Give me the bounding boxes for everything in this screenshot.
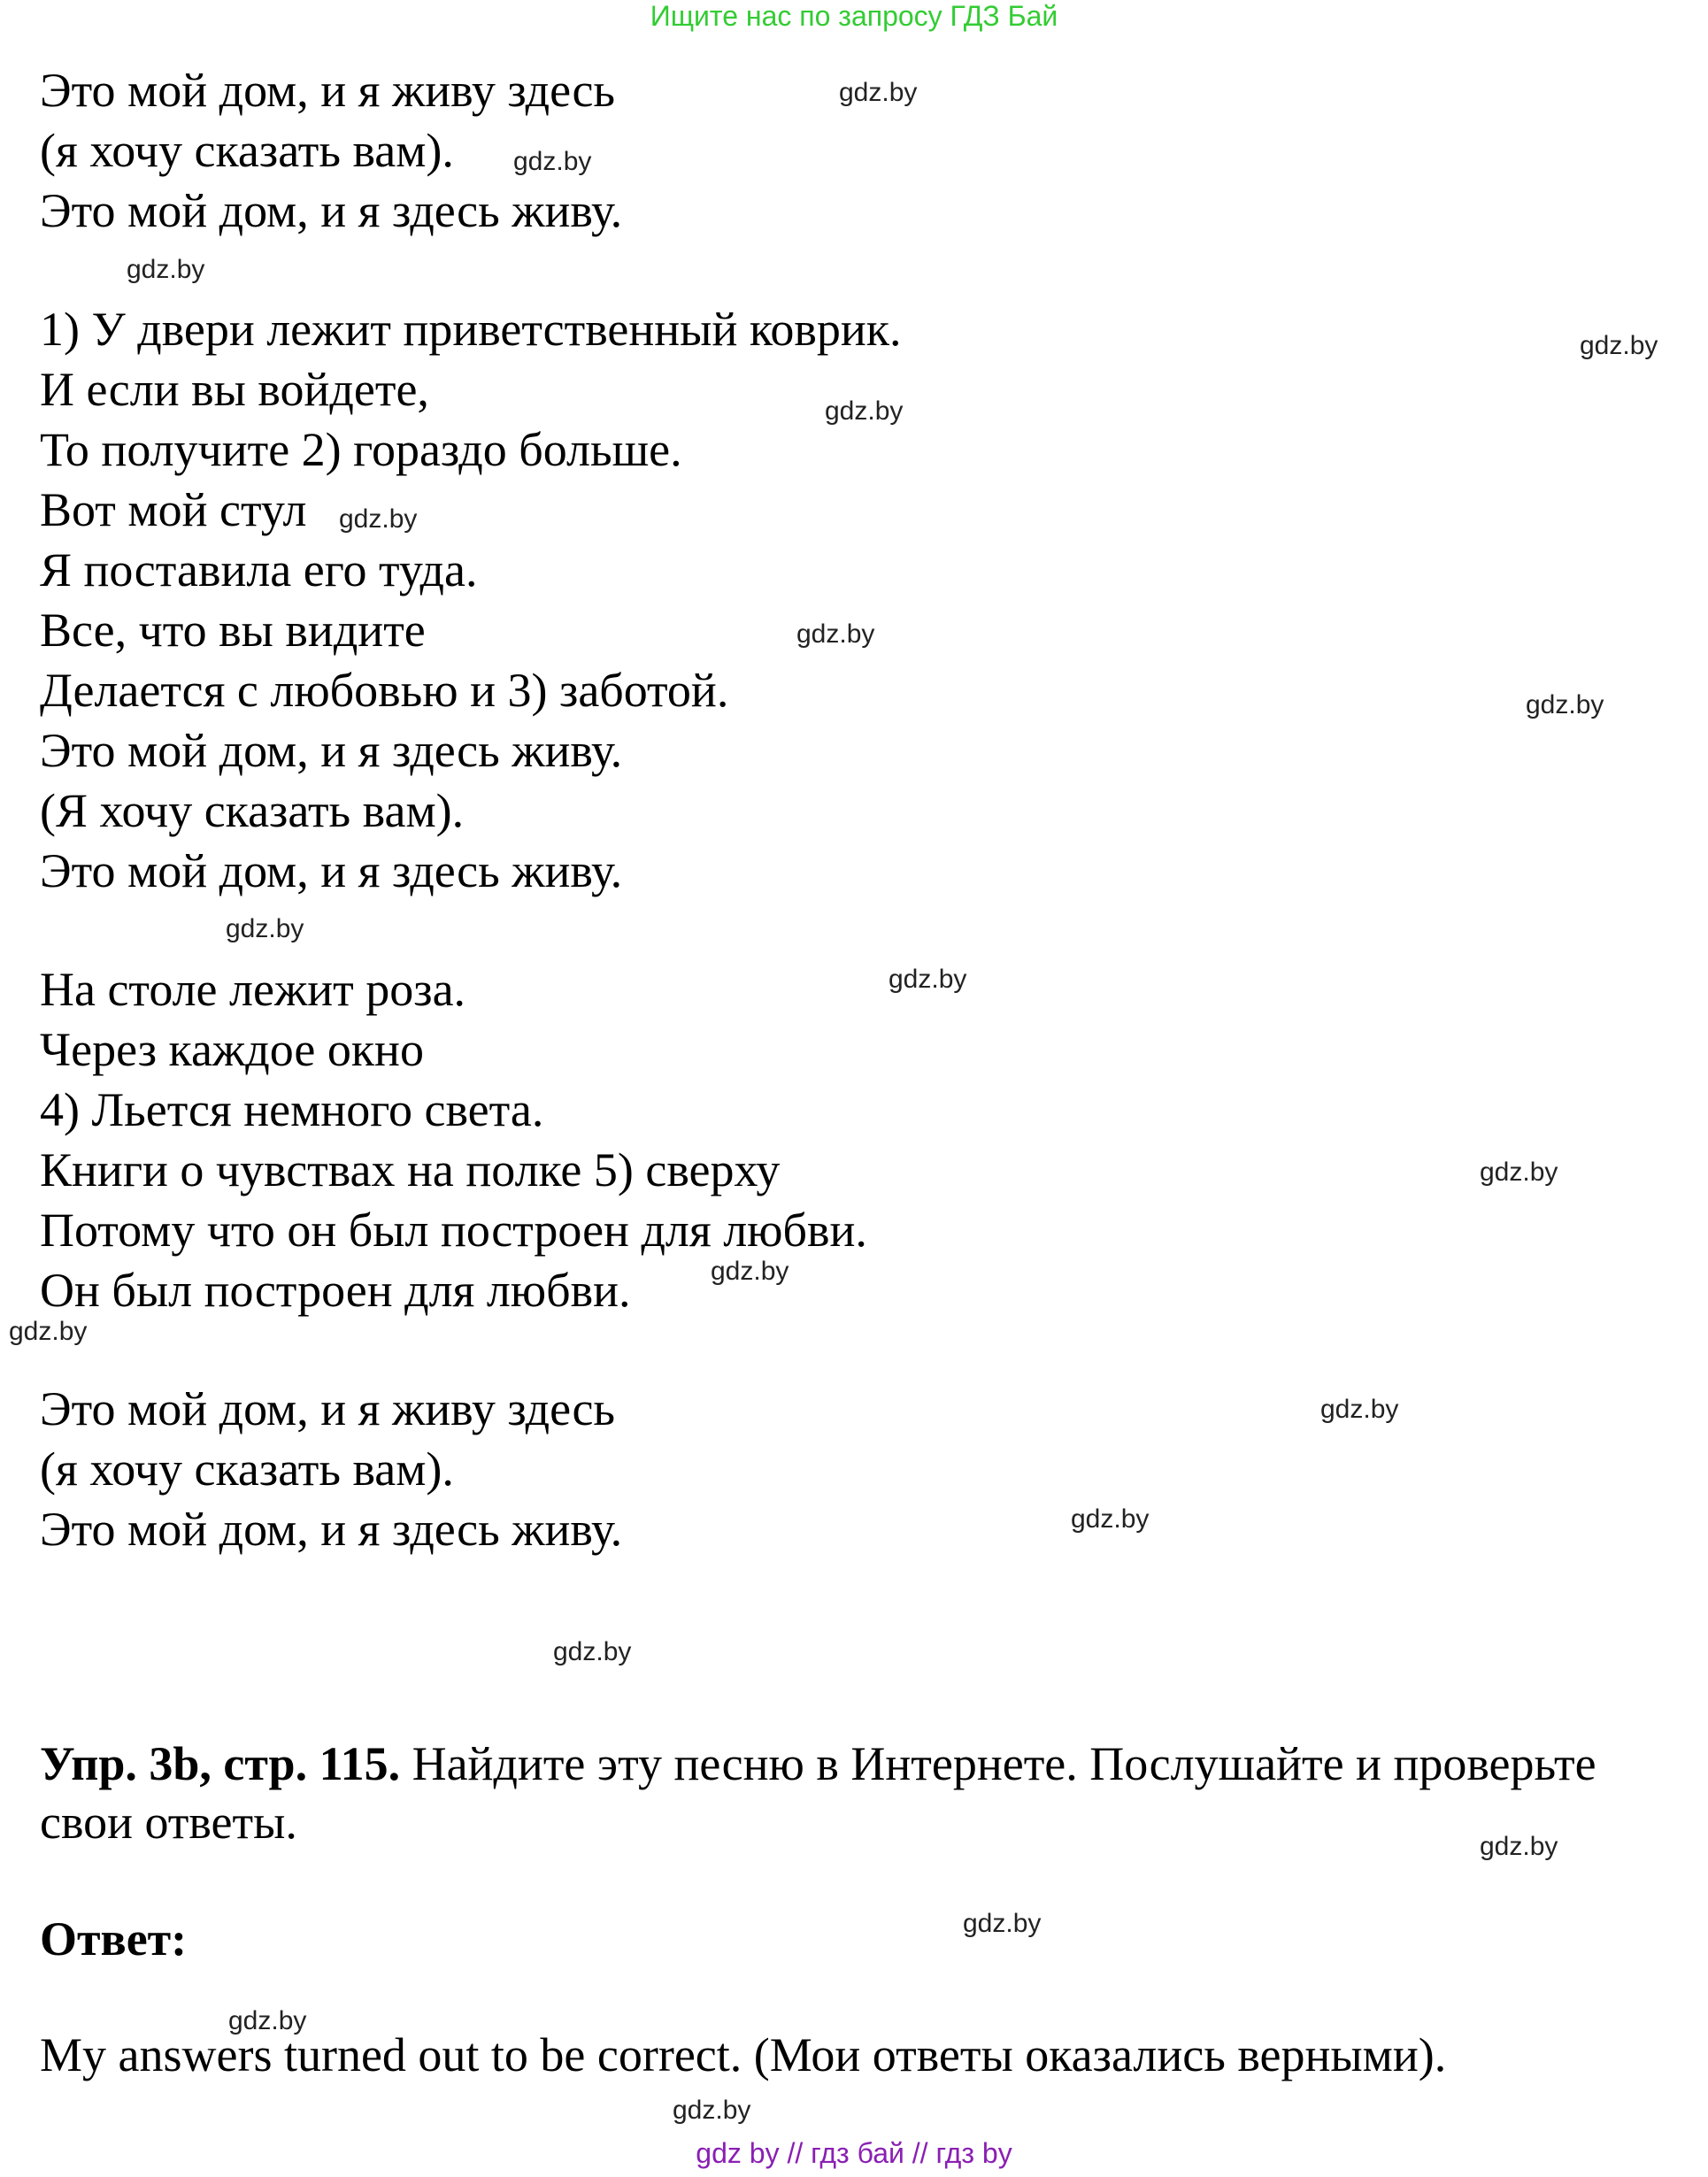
watermark: gdz.by xyxy=(1320,1395,1399,1424)
verse-line: Вот мой стул xyxy=(40,483,307,536)
watermark: gdz.by xyxy=(963,1909,1042,1938)
verse-line: То получите 2) гораздо больше. xyxy=(40,423,682,476)
watermark: gdz.by xyxy=(796,619,875,649)
watermark: gdz.by xyxy=(711,1257,789,1286)
search-banner[interactable]: Ищите нас по запросу ГДЗ Бай xyxy=(650,0,1058,32)
verse-line: (я хочу сказать вам). xyxy=(40,1442,454,1496)
verse-line: Это мой дом, и я живу здесь xyxy=(40,1382,616,1435)
verse-line: Это мой дом, и я здесь живу. xyxy=(40,1503,623,1556)
verse-line: (Я хочу сказать вам). xyxy=(40,784,465,837)
watermark: gdz.by xyxy=(1580,331,1658,360)
watermark: gdz.by xyxy=(228,2006,307,2035)
watermark: gdz.by xyxy=(553,1637,632,1666)
verse-line: На столе лежит роза. xyxy=(40,963,466,1016)
watermark: gdz.by xyxy=(226,914,304,943)
task-label: Упр. 3b, стр. 115. xyxy=(40,1737,401,1790)
watermark: gdz.by xyxy=(673,2096,751,2125)
verse-line: Делается с любовью и 3) заботой. xyxy=(40,664,729,717)
verse-line: И если вы войдете, xyxy=(40,363,429,416)
verse-line: (я хочу сказать вам). xyxy=(40,124,454,177)
verse-line: Потому что он был построен для любви. xyxy=(40,1204,867,1257)
verse-line: Я поставила его туда. xyxy=(40,543,478,596)
watermark: gdz.by xyxy=(889,965,967,994)
verse-line: Это мой дом, и я здесь живу. xyxy=(40,724,623,777)
verse-line: Это мой дом, и я живу здесь xyxy=(40,64,616,117)
watermark: gdz.by xyxy=(1071,1504,1150,1534)
watermark: gdz.by xyxy=(839,78,918,107)
answer-text: My answers turned out to be correct. (Мои ответы оказались верными). xyxy=(40,2028,1447,2081)
answer-title: Ответ: xyxy=(40,1912,188,1965)
watermark: gdz.by xyxy=(1526,690,1604,719)
verse-line: Через каждое окно xyxy=(40,1023,424,1076)
verse-line: 4) Льется немного света. xyxy=(40,1083,544,1136)
watermark: gdz.by xyxy=(1480,1158,1558,1187)
task-paragraph xyxy=(40,1735,1633,1851)
footer-links[interactable]: gdz by // гдз бай // гдз by xyxy=(696,2137,1012,2169)
watermark: gdz.by xyxy=(513,147,592,176)
verse-line: Это мой дом, и я здесь живу. xyxy=(40,844,623,897)
watermark: gdz.by xyxy=(825,396,904,426)
watermark: gdz.by xyxy=(9,1317,88,1346)
watermark: gdz.by xyxy=(339,504,418,534)
watermark: gdz.by xyxy=(1480,1832,1558,1861)
verse-line: Все, что вы видите xyxy=(40,604,426,657)
task-text: Найдите эту песню в Интернете. Послушайте и проверьте свои ответы. xyxy=(40,1737,1596,1849)
verse-line: Книги о чувствах на полке 5) сверху xyxy=(40,1143,781,1196)
watermark: gdz.by xyxy=(127,255,205,284)
verse-line: Это мой дом, и я здесь живу. xyxy=(40,184,623,237)
verse-line: Он был построен для любви. xyxy=(40,1264,631,1317)
verse-line: 1) У двери лежит приветственный коврик. xyxy=(40,303,902,356)
